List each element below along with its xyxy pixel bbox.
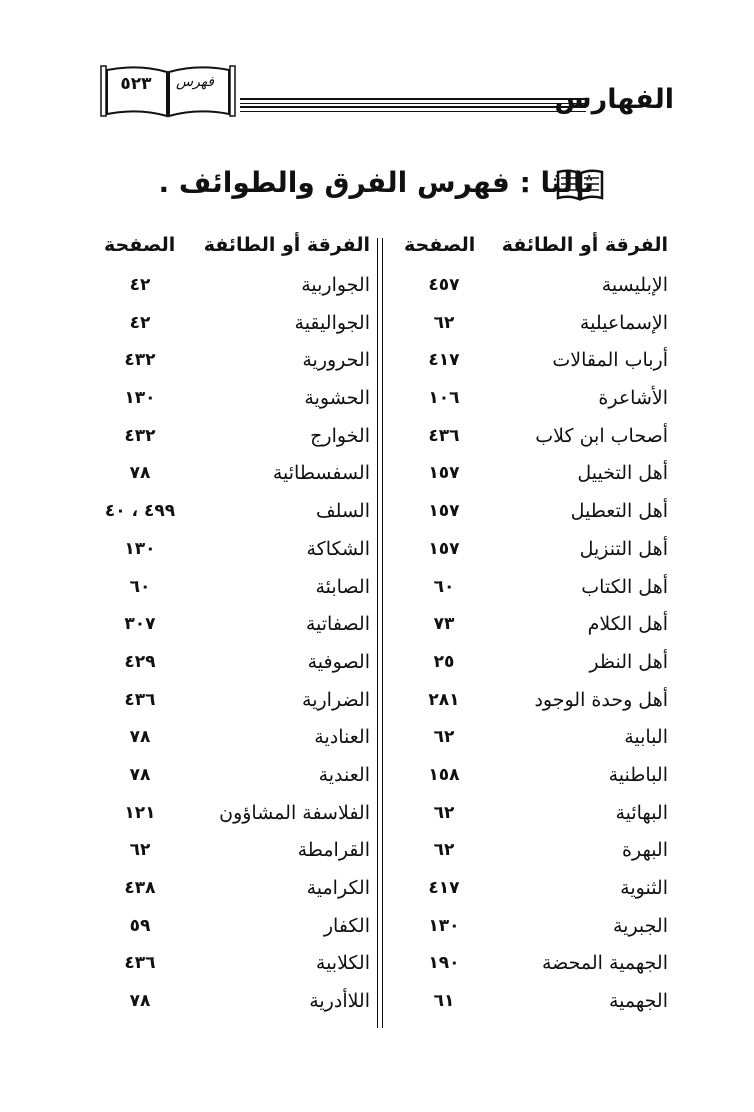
entry-name: الإسماعيلية — [579, 311, 668, 334]
table-row — [0, 345, 754, 383]
entry-page: ٤٩٩ ، ٤٠ — [104, 501, 176, 522]
entry-page: ١٥٧ — [428, 501, 460, 522]
entry-page: ٧٨ — [129, 727, 151, 748]
right-name-header: الفرقة أو الطائفة — [501, 234, 668, 256]
entry-name: أصحاب ابن كلاب — [535, 424, 668, 447]
table-row — [0, 496, 754, 534]
entry-page: ١٣٠ — [124, 388, 156, 409]
entry-page: ٦٢ — [433, 312, 455, 333]
entry-name: الضرارية — [302, 688, 370, 711]
entry-page: ٤١٧ — [428, 350, 460, 371]
entry-name: أهل الكتاب — [581, 575, 668, 598]
entry-name: البابية — [624, 726, 668, 749]
entry-page: ٧٨ — [129, 463, 151, 484]
entry-page: ١٣٠ — [428, 915, 460, 936]
entry-name: الجبرية — [612, 914, 668, 937]
entry-name: الشكاكة — [306, 537, 370, 560]
entry-page: ٣٠٧ — [124, 614, 156, 635]
entry-name: الحرورية — [302, 349, 370, 372]
header-rule — [240, 106, 586, 112]
entry-name: الصفاتية — [305, 613, 370, 636]
entry-page: ٤٢٩ — [124, 651, 156, 672]
entry-name: الكرامية — [306, 877, 370, 899]
table-row — [0, 760, 754, 798]
entry-page: ٦٢ — [129, 840, 151, 861]
entry-name: البهائية — [615, 801, 668, 824]
left-page-header: الصفحة — [104, 234, 176, 256]
entry-name: العنادية — [314, 726, 370, 749]
right-page-header: الصفحة — [404, 234, 476, 256]
entry-page: ٤٣٦ — [124, 953, 156, 974]
entry-page: ١٣٠ — [124, 538, 156, 559]
table-row — [0, 835, 754, 873]
entry-page: ٤١٧ — [428, 878, 460, 898]
entry-name: الكفار — [323, 914, 370, 937]
entry-page: ٤٣٢ — [124, 425, 156, 446]
table-row — [0, 986, 754, 1024]
entry-page: ٤٢ — [129, 312, 151, 333]
entry-name: الباطنية — [608, 763, 668, 786]
entry-page: ٦٠ — [129, 576, 151, 597]
entry-page: ٦١ — [433, 991, 455, 1012]
entry-page: ٤٣٨ — [124, 878, 156, 898]
entry-page: ٢٥ — [433, 651, 455, 672]
entry-page: ٤٢ — [129, 275, 151, 295]
entry-name: الصوفية — [307, 650, 370, 673]
entry-name: الصابئة — [315, 575, 370, 598]
entry-name: العندية — [318, 763, 370, 786]
table-row — [0, 383, 754, 421]
entry-page: ٦٢ — [433, 840, 455, 861]
entry-page: ٧٨ — [129, 991, 151, 1012]
table-row — [0, 458, 754, 496]
entry-page: ١٩٠ — [428, 953, 460, 974]
entry-page: ٢٨١ — [428, 689, 460, 710]
entry-name: الخوارج — [310, 424, 370, 447]
entry-name: البهرة — [622, 839, 668, 862]
table-row — [0, 534, 754, 572]
page-number-badge — [100, 64, 236, 120]
entry-name: أهل وحدة الوجود — [534, 688, 668, 711]
entry-page: ٧٨ — [129, 764, 151, 785]
table-row — [0, 647, 754, 685]
entry-name: أهل التعطيل — [570, 500, 668, 523]
table-row — [0, 572, 754, 610]
entry-name: الفلاسفة المشاؤون — [219, 801, 370, 824]
entry-name: الجواليقية — [294, 311, 370, 334]
section-title: ثالثا : فهرس الفرق والطوائف . — [158, 166, 594, 199]
entry-name: السلف — [316, 500, 370, 523]
entry-name: أهل الكلام — [587, 613, 668, 636]
entry-name: الجهمية — [609, 990, 668, 1013]
entry-page: ٥٩ — [129, 915, 151, 936]
entry-page: ٤٣٢ — [124, 350, 156, 371]
table-row — [0, 685, 754, 723]
entry-page: ٤٣٦ — [124, 689, 156, 710]
page-number: ٥٢٣ — [120, 74, 152, 94]
entry-page: ١٥٧ — [428, 463, 460, 484]
table-row — [0, 911, 754, 949]
entry-page: ٤٥٧ — [428, 275, 460, 295]
entry-name: أهل النظر — [589, 650, 668, 673]
entry-page: ١٥٧ — [428, 538, 460, 559]
entry-name: الأشاعرة — [598, 387, 668, 410]
table-row — [0, 270, 754, 308]
entry-page: ٧٣ — [433, 614, 455, 635]
entry-name: أرباب المقالات — [552, 349, 668, 372]
entry-name: الجهمية المحضة — [541, 952, 668, 975]
entry-name: الكلابية — [315, 952, 370, 975]
entry-page: ٤٣٦ — [428, 425, 460, 446]
left-name-header: الفرقة أو الطائفة — [203, 234, 370, 256]
entry-name: الحشوية — [304, 387, 370, 410]
entry-name: القرامطة — [297, 839, 370, 862]
header-rule — [240, 98, 586, 104]
entry-page: ١٥٨ — [428, 764, 460, 785]
table-row — [0, 948, 754, 986]
entry-page: ٦٢ — [433, 727, 455, 748]
table-row — [0, 308, 754, 346]
entry-page: ٦٠ — [433, 576, 455, 597]
table-row — [0, 421, 754, 459]
entry-name: الجواربية — [301, 274, 370, 296]
entry-name: أهل التخييل — [577, 462, 668, 485]
index-table — [0, 270, 754, 1024]
entry-name: السفسطائية — [272, 462, 370, 485]
table-row — [0, 609, 754, 647]
badge-label: فهرس — [176, 74, 214, 90]
table-row — [0, 873, 754, 911]
entry-page: ١٢١ — [124, 802, 156, 823]
entry-name: اللاأدرية — [309, 990, 370, 1013]
entry-name: أهل التنزيل — [579, 537, 668, 560]
table-row — [0, 722, 754, 760]
table-row — [0, 798, 754, 836]
entry-page: ١٠٦ — [428, 388, 460, 409]
entry-name: الثنوية — [620, 877, 668, 899]
running-header-title: الفهارس — [554, 84, 674, 115]
entry-name: الإبليسية — [601, 274, 668, 296]
entry-page: ٦٢ — [433, 802, 455, 823]
